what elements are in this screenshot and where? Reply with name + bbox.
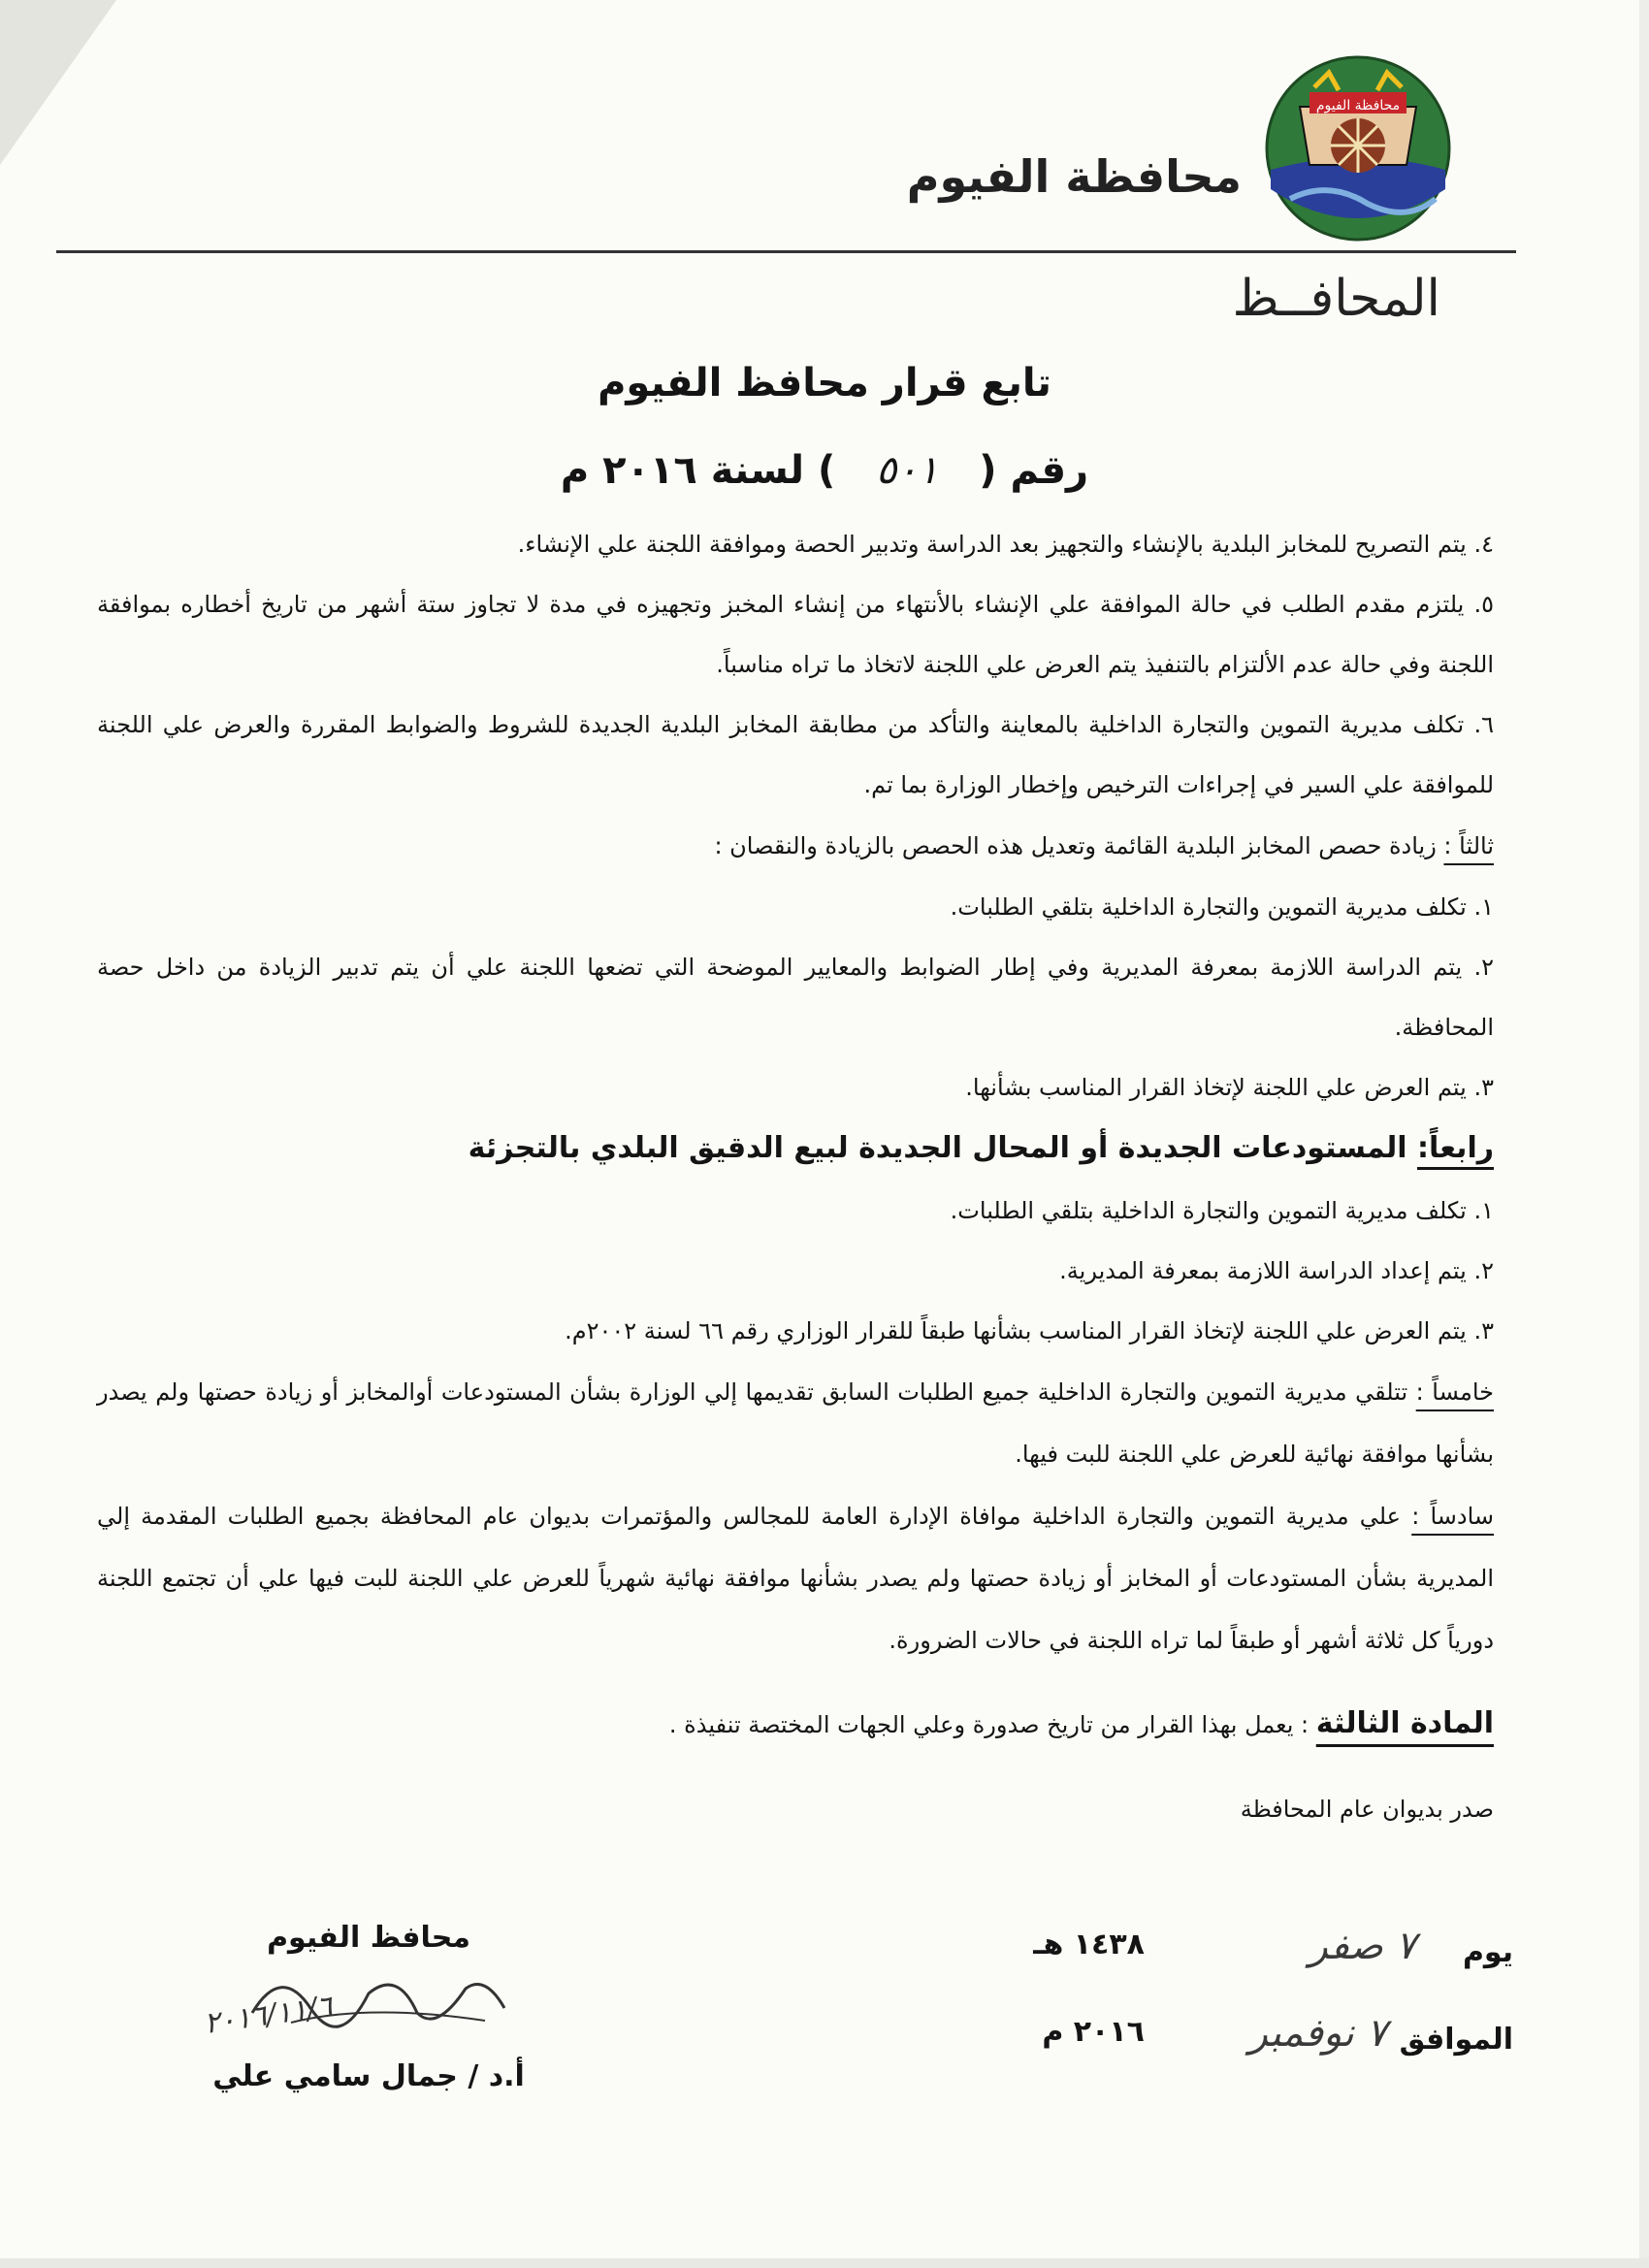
gregorian-label: الموافق [1399,2023,1513,2057]
gregorian-handwritten: ٧ نوفمبر [1248,2011,1387,2056]
date-block [873,1916,1513,2090]
signature-title: محافظ الفيوم [267,1921,470,1955]
office-label: المحافــظ [1232,270,1440,328]
decision-number-suffix: ) لسنة ٢٠١٦ م [560,448,836,493]
section-third [97,815,1494,877]
section-text: علي مديرية التموين والتجارة الداخلية موافاة الإدارة العامة للمجالس والمؤتمرات بديوان عام المحافظة بجميع الطلبات المقدمة إلي المديرية بشأن المستودعات أو المخابز أو زيادة حصتها ولم يصدر بشأنها موافقة نهائية شهرياً للعرض علي اللجنة للبت فيها علي أن تجتمع اللجنة دورياً كل ثلاثة أشهر أو طبقاً لما تراه اللجنة في حالات الضرورة. [97,1503,1494,1654]
header-divider [56,250,1516,253]
list-item: ٦. تكلف مديرية التموين والتجارة الداخلية بالمعاينة والتأكد من مطابقة المخابز البلدية الجديدة للشروط والضوابط المقررة والعرض علي اللجنة للموافقة علي السير في إجراءات الترخيص وإخطار الوزارة بما تم. [97,711,1494,798]
article-text: : يعمل بهذا القرار من تاريخ صدورة وعلي الجهات المختصة تنفيذة . [668,1711,1316,1738]
decision-number-prefix: رقم ( [979,448,1089,493]
section-label: رابعاً: [1416,1131,1494,1165]
section-label: ثالثاً : [1443,832,1494,859]
section-label: خامساً : [1415,1378,1494,1406]
logo-text: محافظة الفيوم [1315,98,1401,113]
list-item: ٣. يتم العرض علي اللجنة لإتخاذ القرار المناسب بشأنها. [965,1074,1494,1101]
article-label: المادة الثالثة [1315,1706,1494,1740]
section-text: زيادة حصص المخابز البلدية القائمة وتعديل هذه الحصص بالزيادة والنقصان : [714,832,1444,859]
decision-body [97,514,1494,1863]
list-item: ٤. يتم التصريح للمخابز البلدية بالإنشاء والتجهيز بعد الدراسة وتدبير الحصة وموافقة اللجنة علي الإنشاء. [517,531,1494,558]
issued-at: صدر بديوان عام المحافظة [1240,1796,1494,1823]
section-label: سادساً : [1411,1503,1495,1530]
signatory-name: أ.د / جمال سامي علي [212,2059,525,2093]
decision-title: تابع قرار محافظ الفيوم [598,361,1051,405]
gregorian-date-row [873,2003,1513,2090]
signature-handwritten-date: ٢٠١٦/١١/٦ [202,1989,335,2042]
list-item: ١. تكلف مديرية التموين والتجارة الداخلية بتلقي الطلبات. [950,1197,1494,1224]
signature-block [194,1921,543,2093]
scan-edge-bottom [0,2258,1649,2268]
list-item: ٢. يتم الدراسة اللازمة بمعرفة المديرية وفي إطار الضوابط والمعايير الموضحة التي تضعها اللجنة علي أن يتم تدبير الزيادة من داخل حصة المحافظة. [97,954,1494,1041]
list-item: ٣. يتم العرض علي اللجنة لإتخاذ القرار المناسب بشأنها طبقاً للقرار الوزاري رقم ٦٦ لسنة ٢٠٠٢م. [565,1317,1494,1345]
folded-corner [0,0,116,165]
day-label: يوم [1462,1935,1513,1969]
hijri-handwritten: ٧ صفر [1309,1924,1416,1968]
governorate-name: محافظة الفيوم [906,150,1242,203]
section-fourth [97,1118,1494,1181]
hijri-year: ١٤٣٨ هـ [1033,1928,1145,1961]
list-item: ١. تكلف مديرية التموين والتجارة الداخلية بتلقي الطلبات. [950,893,1494,921]
section-sixth [97,1485,1494,1671]
list-item: ٥. يلتزم مقدم الطلب في حالة الموافقة علي الإنشاء بالأنتهاء من إنشاء المخبز وتجهيزه في مدة لا تجاوز ستة أشهر من تاريخ أخطاره بموافقة اللجنة وفي حالة عدم الألتزام بالتنفيذ يتم العرض علي اللجنة لاتخاذ ما تراه مناسباً. [97,591,1494,678]
scan-edge-right [1639,0,1649,2268]
gregorian-year: ٢٠١٦ م [1042,2015,1145,2049]
list-item: ٢. يتم إعداد الدراسة اللازمة بمعرفة المديرية. [1059,1257,1494,1284]
article-three [97,1693,1494,1756]
section-text: المستودعات الجديدة أو المحال الجديدة لبيع الدقيق البلدي بالتجزئة [468,1131,1417,1165]
hijri-date-row [873,1916,1513,2003]
section-text: تتلقي مديرية التموين والتجارة الداخلية جميع الطلبات السابق تقديمها إلي الوزارة بشأن المستودعات أوالمخابز أو زيادة حصتها ولم يصدر بشأنها موافقة نهائية للعرض علي اللجنة للبت فيها. [97,1378,1494,1468]
decision-number-handwritten: ٥٠١ [876,448,939,493]
decision-number [0,448,1649,493]
section-fifth [97,1361,1494,1485]
governorate-logo [1261,53,1455,243]
